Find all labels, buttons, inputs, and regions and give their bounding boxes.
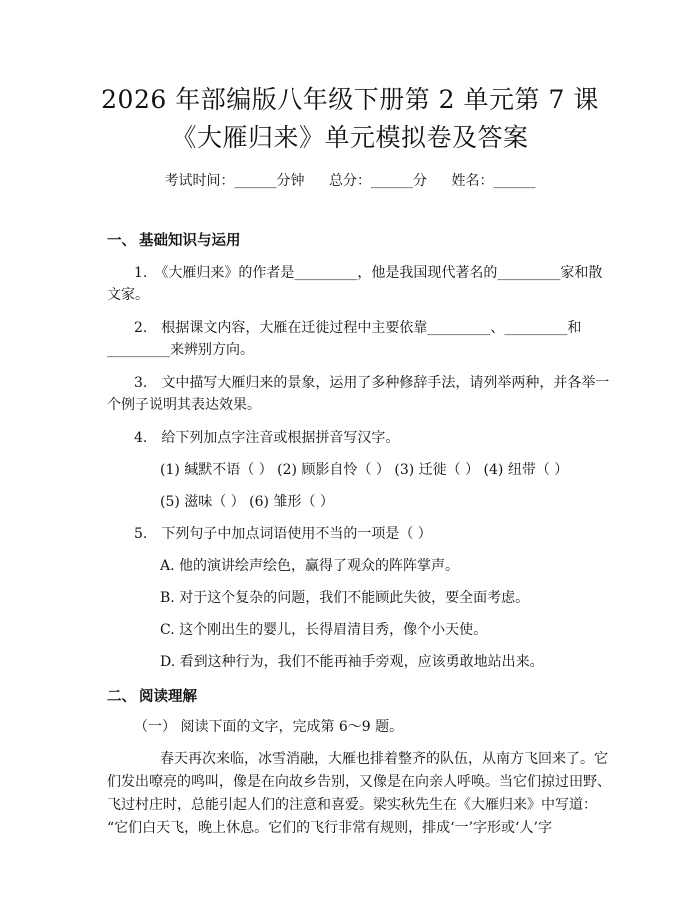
document-title-line2: 《大雁归来》单元模拟卷及答案 xyxy=(171,123,529,152)
question-5-option-a: A. 他的演讲绘声绘色，赢得了观众的阵阵掌声。 xyxy=(160,558,460,574)
question-4-items-row1: (1) 缄默不语（ ） (2) 顾影自怜（ ） (3) 迁徙（ ） (4) 纽带（ ） xyxy=(160,462,569,478)
reading-intro: （一） 阅读下面的文字，完成第 6～9 题。 xyxy=(134,719,404,735)
question-5-option-c: C. 这个刚出生的婴儿，长得眉清目秀，像个小天使。 xyxy=(160,622,488,638)
question-4-items-row2: (5) 滋味（ ） (6) 雏形（ ） xyxy=(160,494,334,510)
question-5-option-d: D. 看到这种行为，我们不能再袖手旁观，应该勇敢地站出来。 xyxy=(160,654,544,670)
question-1-line1: 1. 《大雁归来》的作者是_________，他是我国现代著名的_________家和散 xyxy=(134,265,603,281)
question-2-line1: 2. 根据课文内容，大雁在迁徙过程中主要依靠_________、_________和 xyxy=(134,320,582,336)
question-5-option-b: B. 对于这个复杂的问题，我们不能顾此失彼，要全面考虑。 xyxy=(160,590,530,606)
question-3-line1: 3. 文中描写大雁归来的景象，运用了多种修辞手法，请列举两种，并各举一 xyxy=(134,375,610,391)
section-heading-1 xyxy=(107,229,241,250)
reading-passage-line1: 春天再次来临，冰雪消融，大雁也排着整齐的队伍，从南方飞回来了。它 xyxy=(160,751,608,767)
section-number: 二、 xyxy=(107,688,136,705)
reading-passage-line4: “它们白天飞，晚上休息。它们的飞行非常有规则，排成‘一’字形或‘人’字 xyxy=(107,820,552,836)
section-label: 基础知识与运用 xyxy=(139,232,241,249)
section-label: 阅读理解 xyxy=(139,688,197,705)
question-2-line2: _________来辨别方向。 xyxy=(107,342,254,358)
section-heading-2 xyxy=(107,685,197,706)
question-1-line2: 文家。 xyxy=(107,287,149,303)
exam-meta xyxy=(0,170,700,190)
exam-score: 总分：______分 xyxy=(329,173,427,189)
exam-name: 姓名：______ xyxy=(451,173,536,189)
question-3-line2: 个例子说明其表达效果。 xyxy=(107,397,261,413)
document-title-line1: 2026 年部编版八年级下册第 2 单元第 7 课 xyxy=(101,85,599,114)
reading-passage-line2: 们发出嘹亮的鸣叫，像是在向故乡告别，又像是在向亲人呼唤。当它们掠过田野、 xyxy=(107,774,611,790)
exam-time: 考试时间：______分钟 xyxy=(164,173,305,189)
section-number: 一、 xyxy=(107,232,136,249)
reading-passage-line3: 飞过村庄时，总能引起人们的注意和喜爱。梁实秋先生在《大雁归来》中写道： xyxy=(107,797,597,813)
question-5-line1: 5. 下列句子中加点词语使用不当的一项是（ ） xyxy=(134,526,432,542)
question-4-line1: 4. 给下列加点字注音或根据拼音写汉字。 xyxy=(134,430,400,446)
